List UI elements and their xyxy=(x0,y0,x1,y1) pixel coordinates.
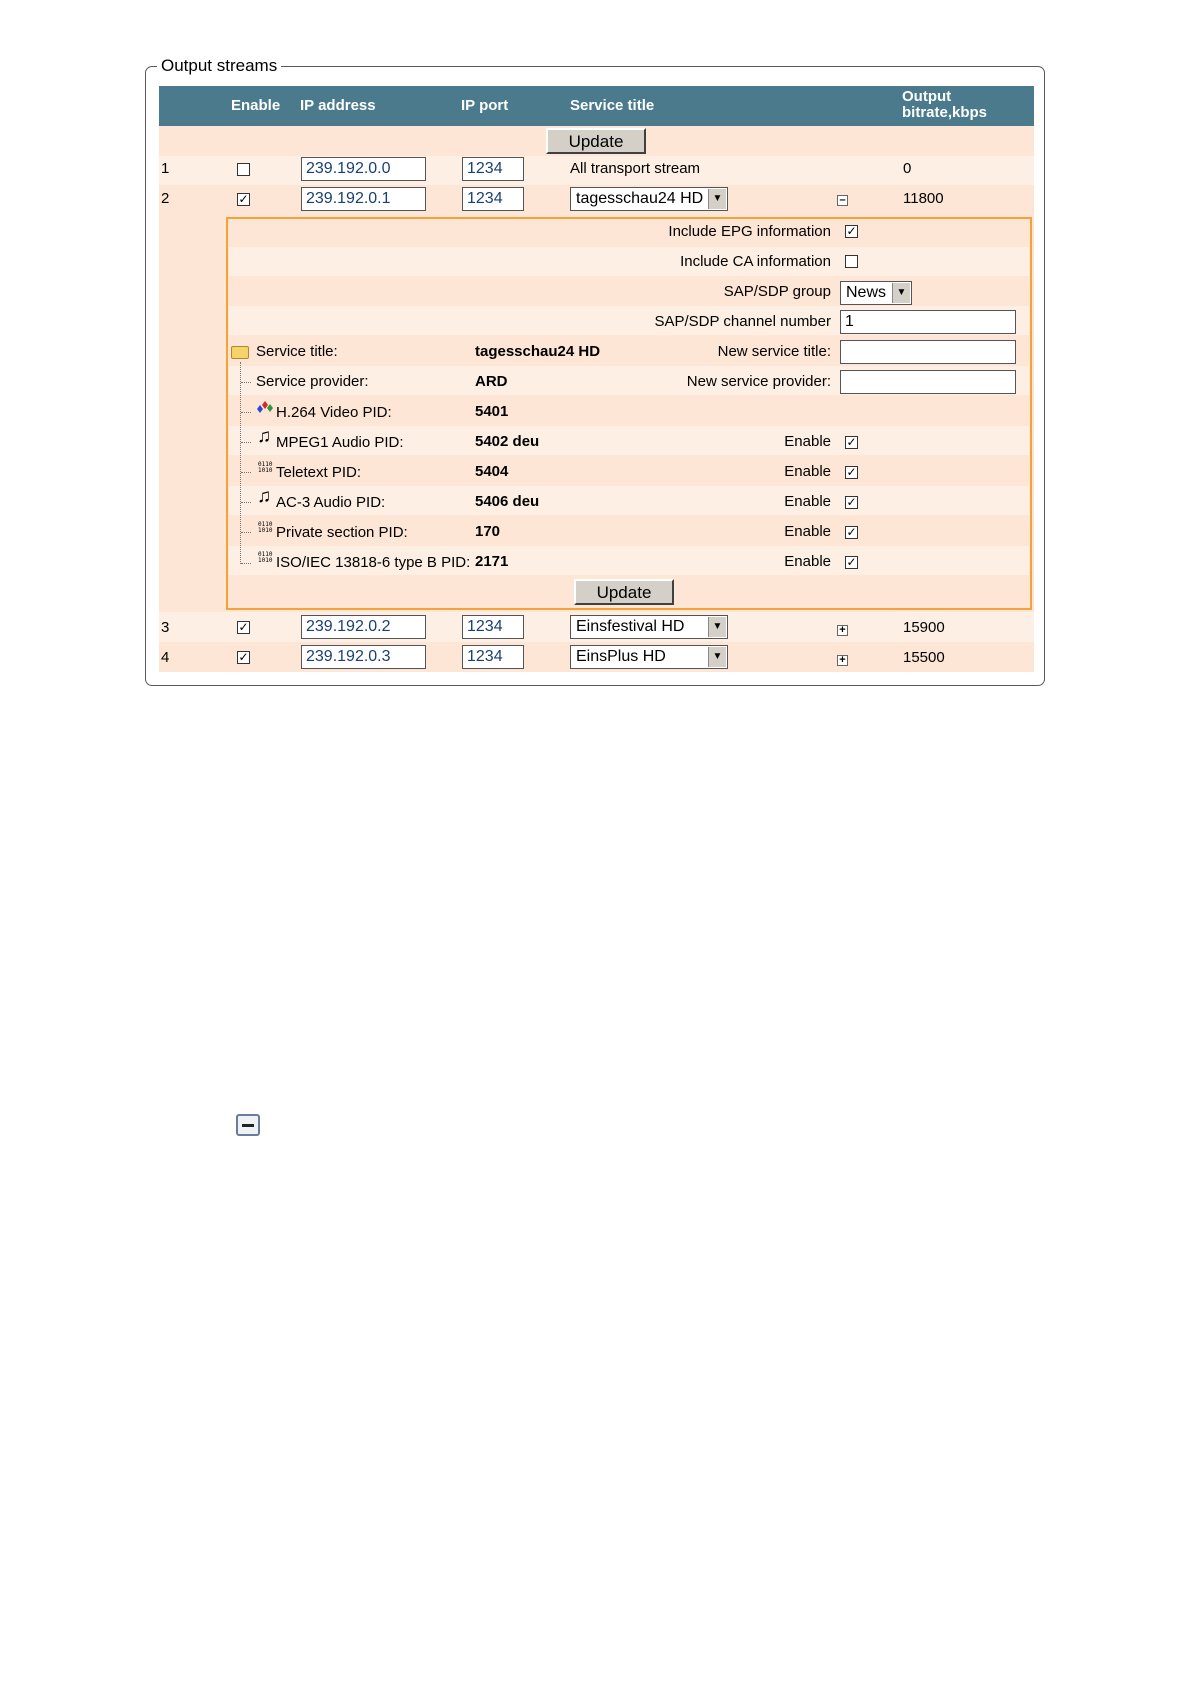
include-epg-checkbox[interactable]: ✓ xyxy=(846,224,857,238)
collapse-icon-large xyxy=(236,1114,260,1136)
col-bitrate-line2: bitrate,kbps xyxy=(902,104,988,121)
sap-group-label: SAP/SDP group xyxy=(723,283,831,300)
service-title-value: tagesschau24 HD xyxy=(475,343,601,360)
fieldset-legend: Output streams xyxy=(157,55,281,77)
new-service-title-label: New service title: xyxy=(717,343,831,360)
pid-enable-checkbox[interactable]: ✓ xyxy=(846,495,857,509)
col-bitrate-line1: Output xyxy=(902,88,952,105)
pid-value: 170 xyxy=(475,523,501,540)
ip-port-input[interactable]: 1234 xyxy=(462,157,524,181)
ip-address-input[interactable]: 239.192.0.1 xyxy=(301,187,426,211)
pid-enable-checkbox[interactable]: ✓ xyxy=(846,435,857,449)
ip-port-input[interactable]: 1234 xyxy=(462,615,524,639)
enable-checkbox[interactable] xyxy=(237,163,250,176)
binary-data-icon xyxy=(258,552,272,564)
expand-icon[interactable]: + xyxy=(837,655,848,666)
binary-data-icon xyxy=(258,522,272,534)
col-enable: Enable xyxy=(231,97,281,114)
binary-bottom: 1010 xyxy=(258,467,273,474)
col-ip-port: IP port xyxy=(461,97,509,114)
bitrate-value: 11800 xyxy=(903,190,944,207)
sap-group-select[interactable] xyxy=(840,281,912,305)
bitrate-value: 15900 xyxy=(903,619,945,636)
tree-branch xyxy=(241,472,251,473)
pid-label: Private section PID: xyxy=(276,524,408,541)
binary-data-icon xyxy=(258,462,272,474)
include-ca-label: Include CA information xyxy=(680,253,831,270)
service-select[interactable] xyxy=(570,187,728,211)
row-number: 3 xyxy=(161,619,170,636)
pid-enable-checkbox[interactable]: ✓ xyxy=(846,525,857,539)
pid-value: 5402 deu xyxy=(475,433,540,450)
service-provider-label: Service provider: xyxy=(256,373,369,390)
chevron-down-icon: ▼ xyxy=(892,283,910,303)
ip-address-input[interactable]: 239.192.0.3 xyxy=(301,645,426,669)
tree-branch xyxy=(241,502,251,503)
service-select[interactable] xyxy=(570,645,728,669)
tree-branch xyxy=(241,563,251,564)
chevron-down-icon: ▼ xyxy=(708,189,726,209)
col-ip-address: IP address xyxy=(300,97,376,114)
binary-bottom: 1010 xyxy=(258,527,273,534)
new-service-provider-input[interactable] xyxy=(840,370,1016,394)
pid-label: ISO/IEC 13818-6 type B PID: xyxy=(276,554,471,571)
pid-enable-label: Enable xyxy=(784,463,831,480)
col-bitrate xyxy=(902,89,987,121)
tree-branch xyxy=(241,412,251,413)
pid-enable-label: Enable xyxy=(784,493,831,510)
bitrate-value: 0 xyxy=(903,160,912,177)
pid-enable-checkbox[interactable]: ✓ xyxy=(846,555,857,569)
row-number: 2 xyxy=(161,190,170,207)
chevron-down-icon: ▼ xyxy=(708,617,726,637)
ip-port-input[interactable]: 1234 xyxy=(462,645,524,669)
pid-enable-label: Enable xyxy=(784,433,831,450)
update-button-details[interactable]: Update xyxy=(574,579,674,605)
pid-value: 5404 xyxy=(475,463,509,480)
table-header xyxy=(159,86,1034,126)
ip-address-input[interactable]: 239.192.0.2 xyxy=(301,615,426,639)
pid-value: 5401 xyxy=(475,403,509,420)
row-number: 4 xyxy=(161,649,170,666)
pid-enable-label: Enable xyxy=(784,523,831,540)
enable-checkbox[interactable]: ✓ xyxy=(238,650,249,664)
ip-address-input[interactable]: 239.192.0.0 xyxy=(301,157,426,181)
binary-top: 0110 xyxy=(258,521,273,528)
row-number: 1 xyxy=(161,160,170,177)
binary-top: 0110 xyxy=(258,461,273,468)
include-epg-label: Include EPG information xyxy=(668,223,831,240)
tree-branch xyxy=(241,442,251,443)
pid-label: MPEG1 Audio PID: xyxy=(276,434,404,451)
service-select[interactable] xyxy=(570,615,728,639)
service-select-value: EinsPlus HD xyxy=(576,648,666,665)
pid-value: 5406 deu xyxy=(475,493,540,510)
sap-group-value: News xyxy=(846,284,887,301)
service-title-label: Service title: xyxy=(256,343,338,360)
detail-stripe xyxy=(229,247,1029,276)
folder-icon xyxy=(231,346,249,359)
chevron-down-icon: ▼ xyxy=(708,647,726,667)
pid-label: Teletext PID: xyxy=(276,464,362,481)
pid-label: AC-3 Audio PID: xyxy=(276,494,386,511)
tree-branch xyxy=(241,532,251,533)
pid-label: H.264 Video PID: xyxy=(276,404,392,421)
col-service-title: Service title xyxy=(570,97,655,114)
expand-icon[interactable]: + xyxy=(837,625,848,636)
tree-line xyxy=(240,362,241,564)
binary-bottom: 1010 xyxy=(258,557,273,564)
service-select-value: tagesschau24 HD xyxy=(576,190,704,207)
music-note-icon: ♫ xyxy=(257,426,272,447)
service-title-text: All transport stream xyxy=(570,160,701,177)
new-service-provider-label: New service provider: xyxy=(686,373,831,390)
pid-enable-label: Enable xyxy=(784,553,831,570)
enable-checkbox[interactable]: ✓ xyxy=(238,620,249,634)
pid-enable-checkbox[interactable]: ✓ xyxy=(846,465,857,479)
update-button-top[interactable]: Update xyxy=(546,128,646,154)
enable-checkbox[interactable]: ✓ xyxy=(238,192,249,206)
binary-top: 0110 xyxy=(258,551,273,558)
service-select-value: Einsfestival HD xyxy=(576,618,685,635)
tree-branch xyxy=(241,382,251,383)
new-service-title-input[interactable] xyxy=(840,340,1016,364)
collapse-icon[interactable]: – xyxy=(837,195,848,206)
service-provider-value: ARD xyxy=(475,373,508,390)
bitrate-value: 15500 xyxy=(903,649,945,666)
pid-value: 2171 xyxy=(475,553,509,570)
ip-port-input[interactable]: 1234 xyxy=(462,187,524,211)
sap-channel-input[interactable]: 1 xyxy=(840,310,1016,334)
video-icon xyxy=(256,400,274,414)
music-note-icon: ♫ xyxy=(257,486,272,507)
include-ca-checkbox[interactable] xyxy=(845,255,858,268)
sap-channel-label: SAP/SDP channel number xyxy=(654,313,831,330)
